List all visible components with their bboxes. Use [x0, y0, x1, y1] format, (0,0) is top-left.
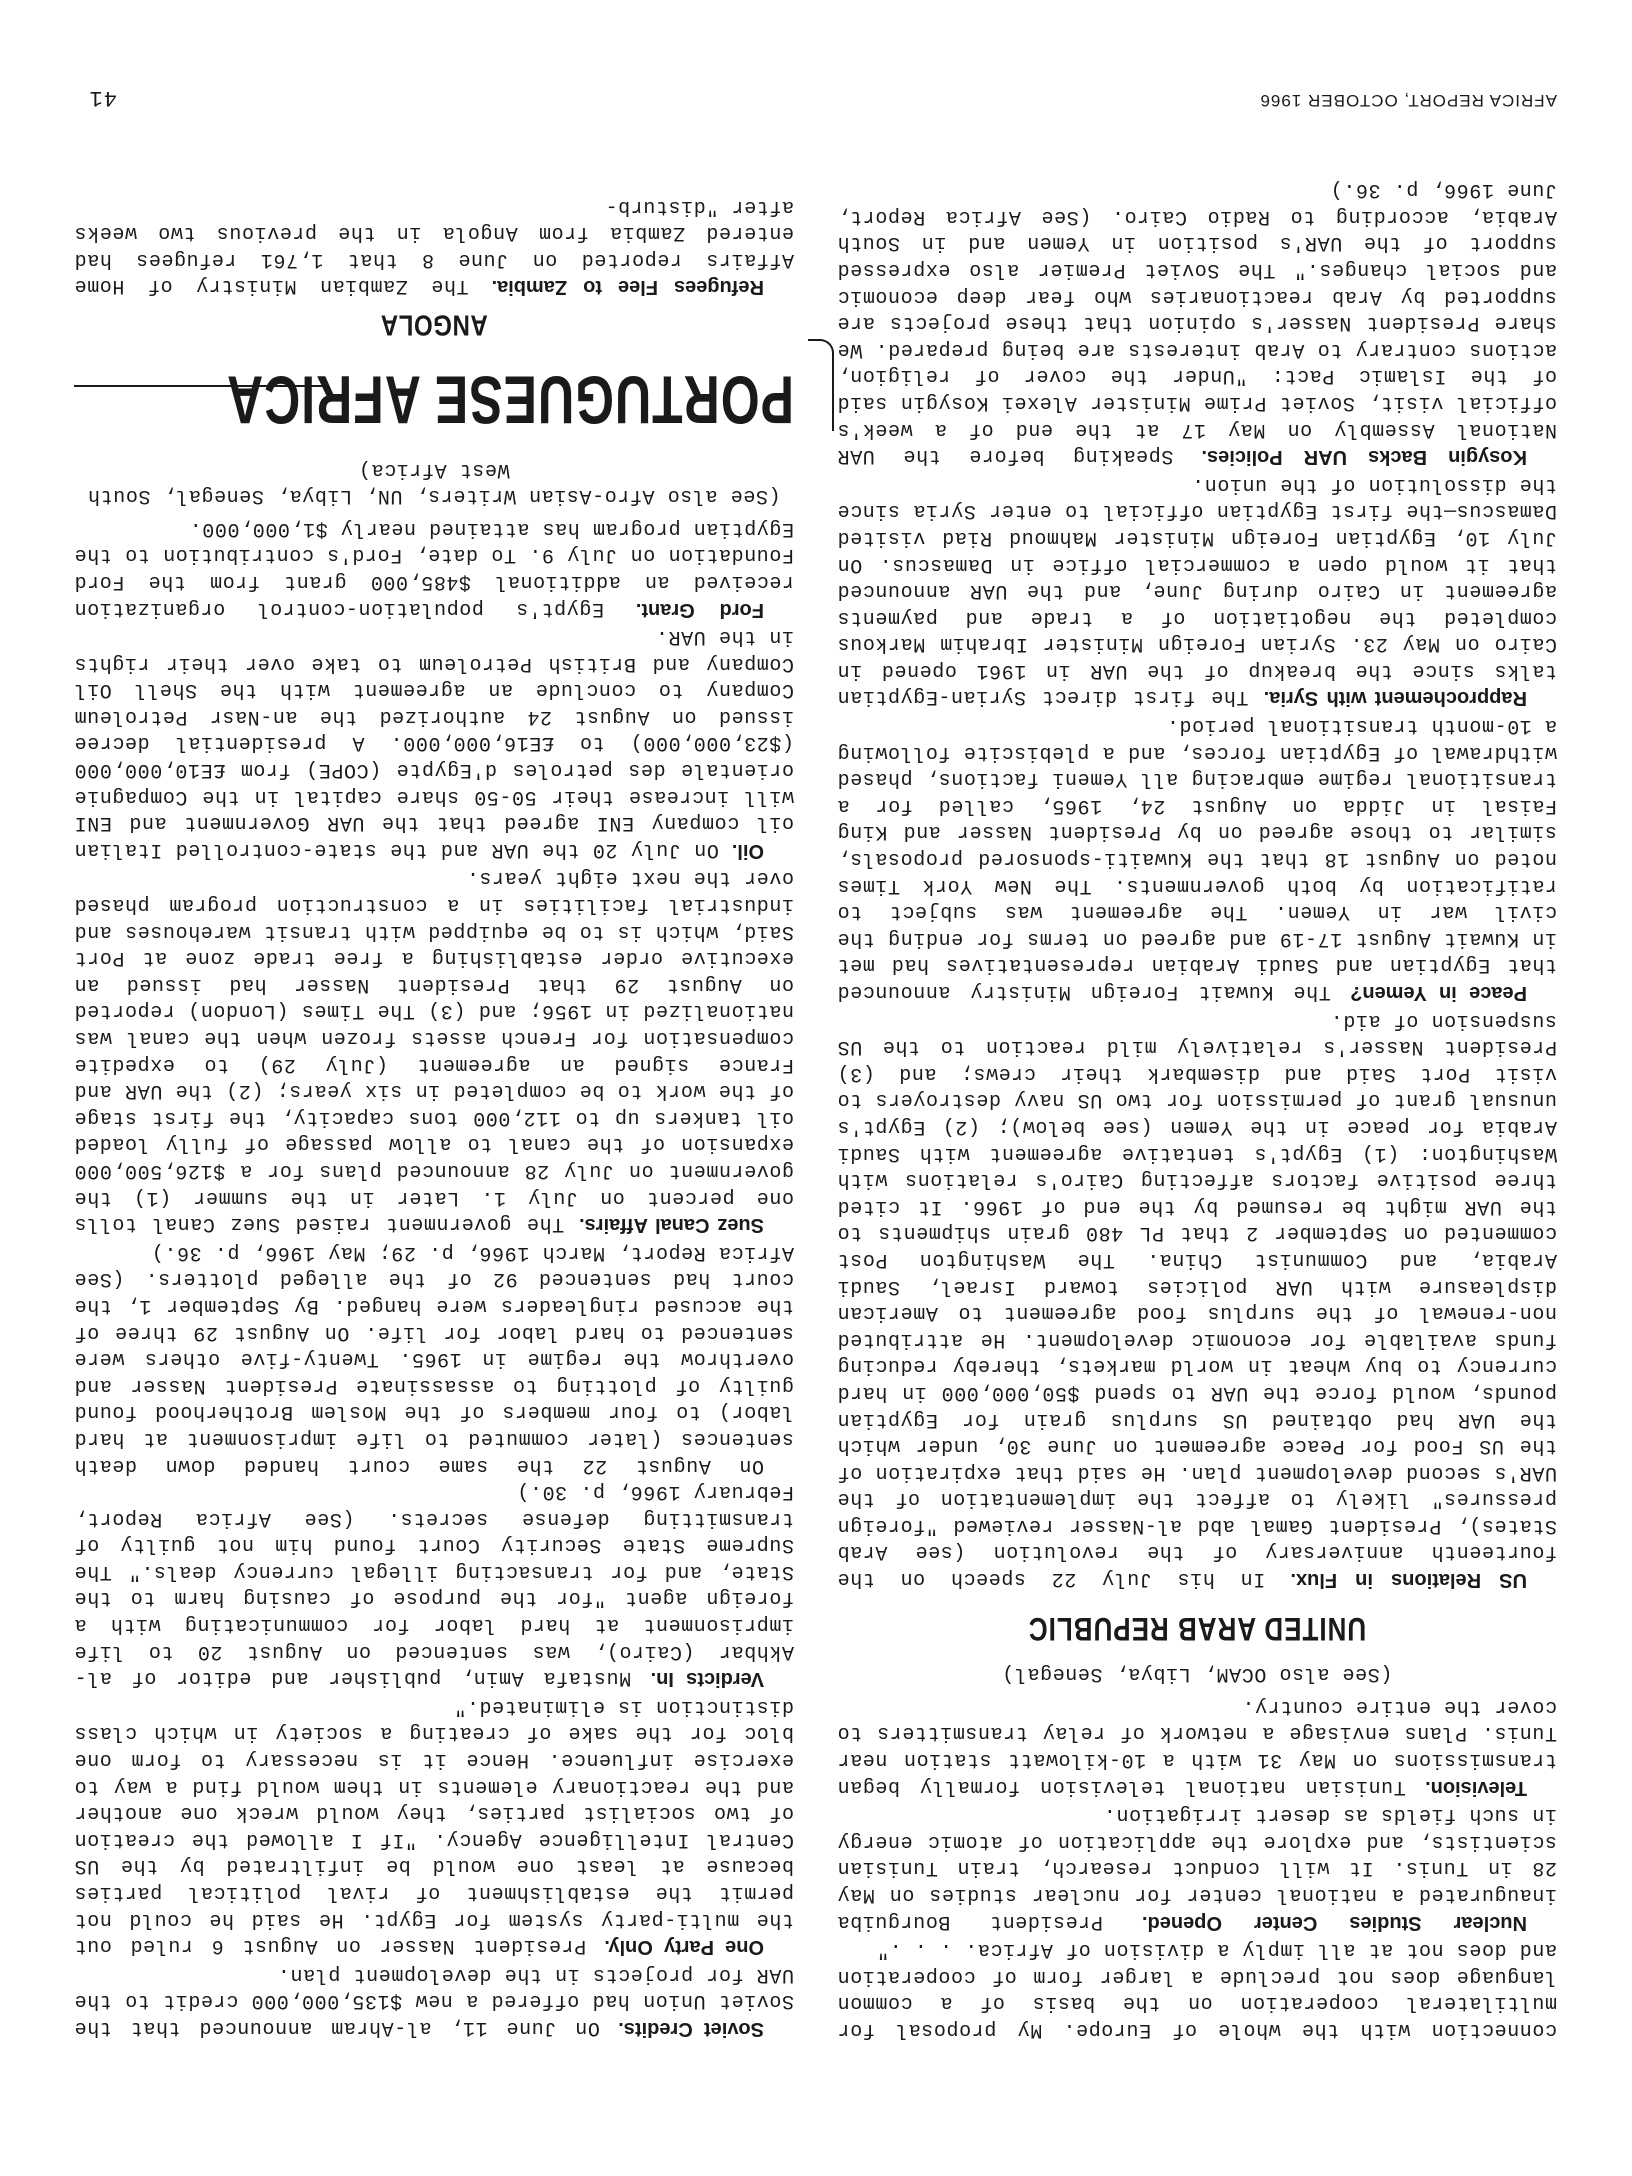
television-lead: Television.: [1425, 1776, 1527, 1799]
verdicts-continued-paragraph: On August 22 the same court handed down death sentences (later commuted to life imprisonment at hard labor) to four members of the Moslem Brotherhood found guilty of plotting to assassinate President Nasser and overthrow the regime in 1965. Twenty-five others were sentenced to hard labor for life. On August 29 three of the accused ringleaders were hanged. By September 1, the court had sentenced 92 of the alleged plotters. (See Africa Report, March 1966, p. 29; May 1966, p. 36.): [74, 1240, 794, 1477]
nuclear-paragraph: [837, 1801, 1557, 1936]
page-number: 41: [88, 85, 117, 110]
soviet-paragraph: [74, 1960, 794, 2042]
ford-paragraph: [74, 514, 794, 622]
kosygin-paragraph: [837, 176, 1557, 471]
one-party-text: President Nasser on August 6 ruled out the multi-party system for Egypt. He said he could not permit the establishment of rival political parties because at least one would be infiltrated by the US Central Intelligence Agency. "If I allowed the creation of two socialist parties, they would wreck one another and the reactionary elements in them would find a way to exercise influence. Hence it is necessary to form one bloc for the sake of creating a society in which class distinction is eliminated.": [74, 1694, 794, 1958]
see-also-uar: (See also Afro-Asian Writers, UN, Libya, Senegal, South West Africa): [87, 457, 781, 508]
one-party-lead: One Party Only.: [604, 1936, 764, 1959]
peace-yemen-lead: Peace in Yemen?: [1350, 982, 1527, 1005]
angola-heading: ANGOLA: [380, 308, 488, 341]
one-party-paragraph: [74, 1692, 794, 1960]
soviet-lead: Soviet Credits.: [618, 2018, 764, 2040]
refugees-lead: Refugees Flee to Zambia.: [491, 276, 764, 299]
refugees-text: The Zambian Ministry of Home Affairs reported on June 8 that 1,761 refugees had entered Zambia from Angola in the previous two weeks after "disturb-: [74, 194, 794, 298]
verdicts-text: Mustafa Amin, publisher and editor of al-Akhbar (Cairo), was sentenced on August 20 to life imprisonment at hard labor for communicating with a foreign agent "for the purpose of causing harm to the State, and for transacting illegal currency deals." The Supreme State Security Court found him not guilty of transmitting defense secrets. (See Africa Report, February 1966, p. 30.): [74, 1480, 794, 1690]
oil-lead: Oil.: [731, 839, 764, 862]
nuclear-text: President Bourguiba inaugurated a national center for nuclear studies on May 28 in Tunis. It will conduct research, train Tunisian scientists, and explore the application of atomic energy in such fields as desert irrigation.: [837, 1803, 1557, 1933]
right-column: [74, 192, 794, 2042]
peace-yemen-paragraph: [837, 712, 1557, 1007]
left-column: [837, 176, 1557, 2042]
heading-rule: [74, 385, 324, 387]
oil-text: On July 20 the UAR and the state-controlled Italian oil company ENI agreed that the UAR Government and ENI will increase their 50-50 share capital in the Compagnie orientale des petroles d'Egypte (COPE) from £E10,000,000 ($23,000,000) to £E16,000,000. A presidential decree issued on August 24 authorized the an-Nasr Petroleum Company to conclude an agreement with the Shell Oil Company and British Petroleum to take over their rights in the UAR.: [74, 625, 794, 861]
refugees-paragraph: [74, 192, 794, 300]
intro-paragraph: connection with the whole of Europe. My proposal for multilateral cooperation on the basis of a common language does not preclude a larger form of cooperation and does not at all imply a division of Africa. . . .": [837, 1938, 1557, 2041]
us-relations-text: In his July 22 speech on the fourteenth anniversary of the revolution (see Arab States), President Gamal abd al-Nasser reviewed "foreign pressures" likely to affect the implementation of the UAR's second development plan. He said that expiration of the US Food for Peace agreement on June 30, under which the UAR had obtained US surplus grain for Egyptian pounds, would force the UAR to spend $50,000,000 in hard currency to buy wheat in world markets, thereby reducing funds available for economic development. He attributed non-renewal of the surplus food agreement to American displeasure with UAR policies toward Israel, Saudi Arabia, and Communist China. The Washington Post commented on September 2 that PL 480 grain shipments to the UAR might be resumed by the end of 1966. It cited three positive factors affecting Cairo's relations with Washington: (1) Egypt's tentative agreement with Saudi Arabia for peace in the Yemen (see below); (2) Egypt's unusual grant of permission for two US navy destroyers to visit Port Said and disembark their crews; and (3) President Nasser's relatively mild reaction to the US suspension of aid.: [837, 1008, 1557, 1591]
nuclear-lead: Nuclear Studies Center Opened.: [1141, 1911, 1527, 1934]
suez-lead: Suez Canal Affairs.: [579, 1214, 764, 1237]
oil-paragraph: [74, 623, 794, 864]
section-hook-mark: [808, 339, 834, 431]
television-paragraph: [837, 1692, 1557, 1800]
kosygin-lead: Kosygin Backs UAR Policies.: [1201, 446, 1527, 469]
ford-lead: Ford Grant.: [635, 598, 764, 621]
us-relations-paragraph: [837, 1006, 1557, 1593]
uar-heading: UNITED ARAB REPUBLIC: [1027, 1610, 1367, 1648]
portuguese-africa-heading: PORTUGUESE AFRICA: [226, 361, 794, 437]
ford-text: Egypt's population-control organization received an additional $485,000 grant from the Ford Foundation on July 9. To date, Ford's contribution to the Egyptian program has attained nearly $1,000,000.: [73, 516, 794, 620]
syria-text: The first direct Syrian-Egyptian talks since the breakup of the UAR in 1961 opened in Cairo on May 23. Syrian Foreign Minister Ibrahim Markous completed the negotiation of a trade and payments agreement in Cairo during June, and the UAR announced that it would open a commercial office in Damascus. On July 10, Egyptian Foreign Minister Mahmoud Riad visited Damascus—the first Egyptian official to enter Syria since the dissolution of the union.: [837, 472, 1557, 709]
syria-lead: Rapprochement with Syria.: [1263, 687, 1527, 710]
suez-paragraph: [74, 864, 794, 1238]
us-relations-lead: US Relations in Flux.: [1290, 1569, 1527, 1592]
soviet-text: On June 11, al-Ahram announced that the Soviet Union had offered a new $135,000,000 credit to the UAR for projects in the development plan.: [74, 1962, 794, 2039]
syria-paragraph: [837, 470, 1557, 711]
peace-yemen-text: The Kuwait Foreign Ministry announced that Egyptian and Saudi Arabian representatives had met in Kuwait August 17-19 and agreed on terms for ending the civil war in Yemen. The agreement was subject to ratification by both governments. The New York Times noted on August 18 that the Kuwaiti-sponsored proposals, similar to those agreed on by President Nasser and King Faisal in Jidda on August 24, 1965, called for a transitional regime embracing all Yemeni factions, phased withdrawal of Egyptian forces, and a plebiscite following a 10-month transitional period.: [836, 714, 1557, 1004]
portuguese-africa-header: [74, 359, 794, 437]
suez-text: The government raised Suez Canal tolls one percent on July 1. Later in the summer (1) the government on July 28 announced plans for a $126,500,000 expansion of the canal to allow passage of fully loaded oil tankers up to 112,000 tons capacity, the first stage of the work to be completed in six years; (2) the UAR and France signed an agreement (July 29) to expedite compensation for French assets frozen when the canal was nationalized in 1956; and (3) The Times (London) reported on August 29 that President Nasser had issued an executive order establishing a free trade zone at Port Said, which is to be equipped with transit warehouses and industrial facilities in a construction program phased over the next eight years.: [74, 866, 794, 1236]
verdicts-lead: Verdicts In.: [650, 1668, 764, 1691]
see-also-tunisia: (See also OCAM, Libya, Senegal): [1001, 1662, 1393, 1686]
running-footer: AFRICA REPORT, OCTOBER 1966: [1259, 91, 1557, 110]
verdicts-paragraph: [74, 1478, 794, 1693]
television-text: Tunisian national television formally began transmissions on May 31 with a 10-kilowatt station near Tunis. Plans envisage a network of relay transmitters to cover the entire country.: [837, 1694, 1557, 1798]
kosygin-text: Speaking before the UAR National Assembly on May 17 at the end of a week's official visit, Soviet Prime Minister Alexei Kosygin said of the Islamic Pact: "Under the cover of religion, actions contrary to Arab interests are being prepared. We share President Nasser's opinion that these projects are supported by Arab reactionaries who fear deep economic and social changes." The Soviet Premier also expressed support of the UAR's position in Yemen and in South Arabia, according to Radio Cairo. (See Africa Report, June 1966, p. 36.): [837, 178, 1557, 468]
